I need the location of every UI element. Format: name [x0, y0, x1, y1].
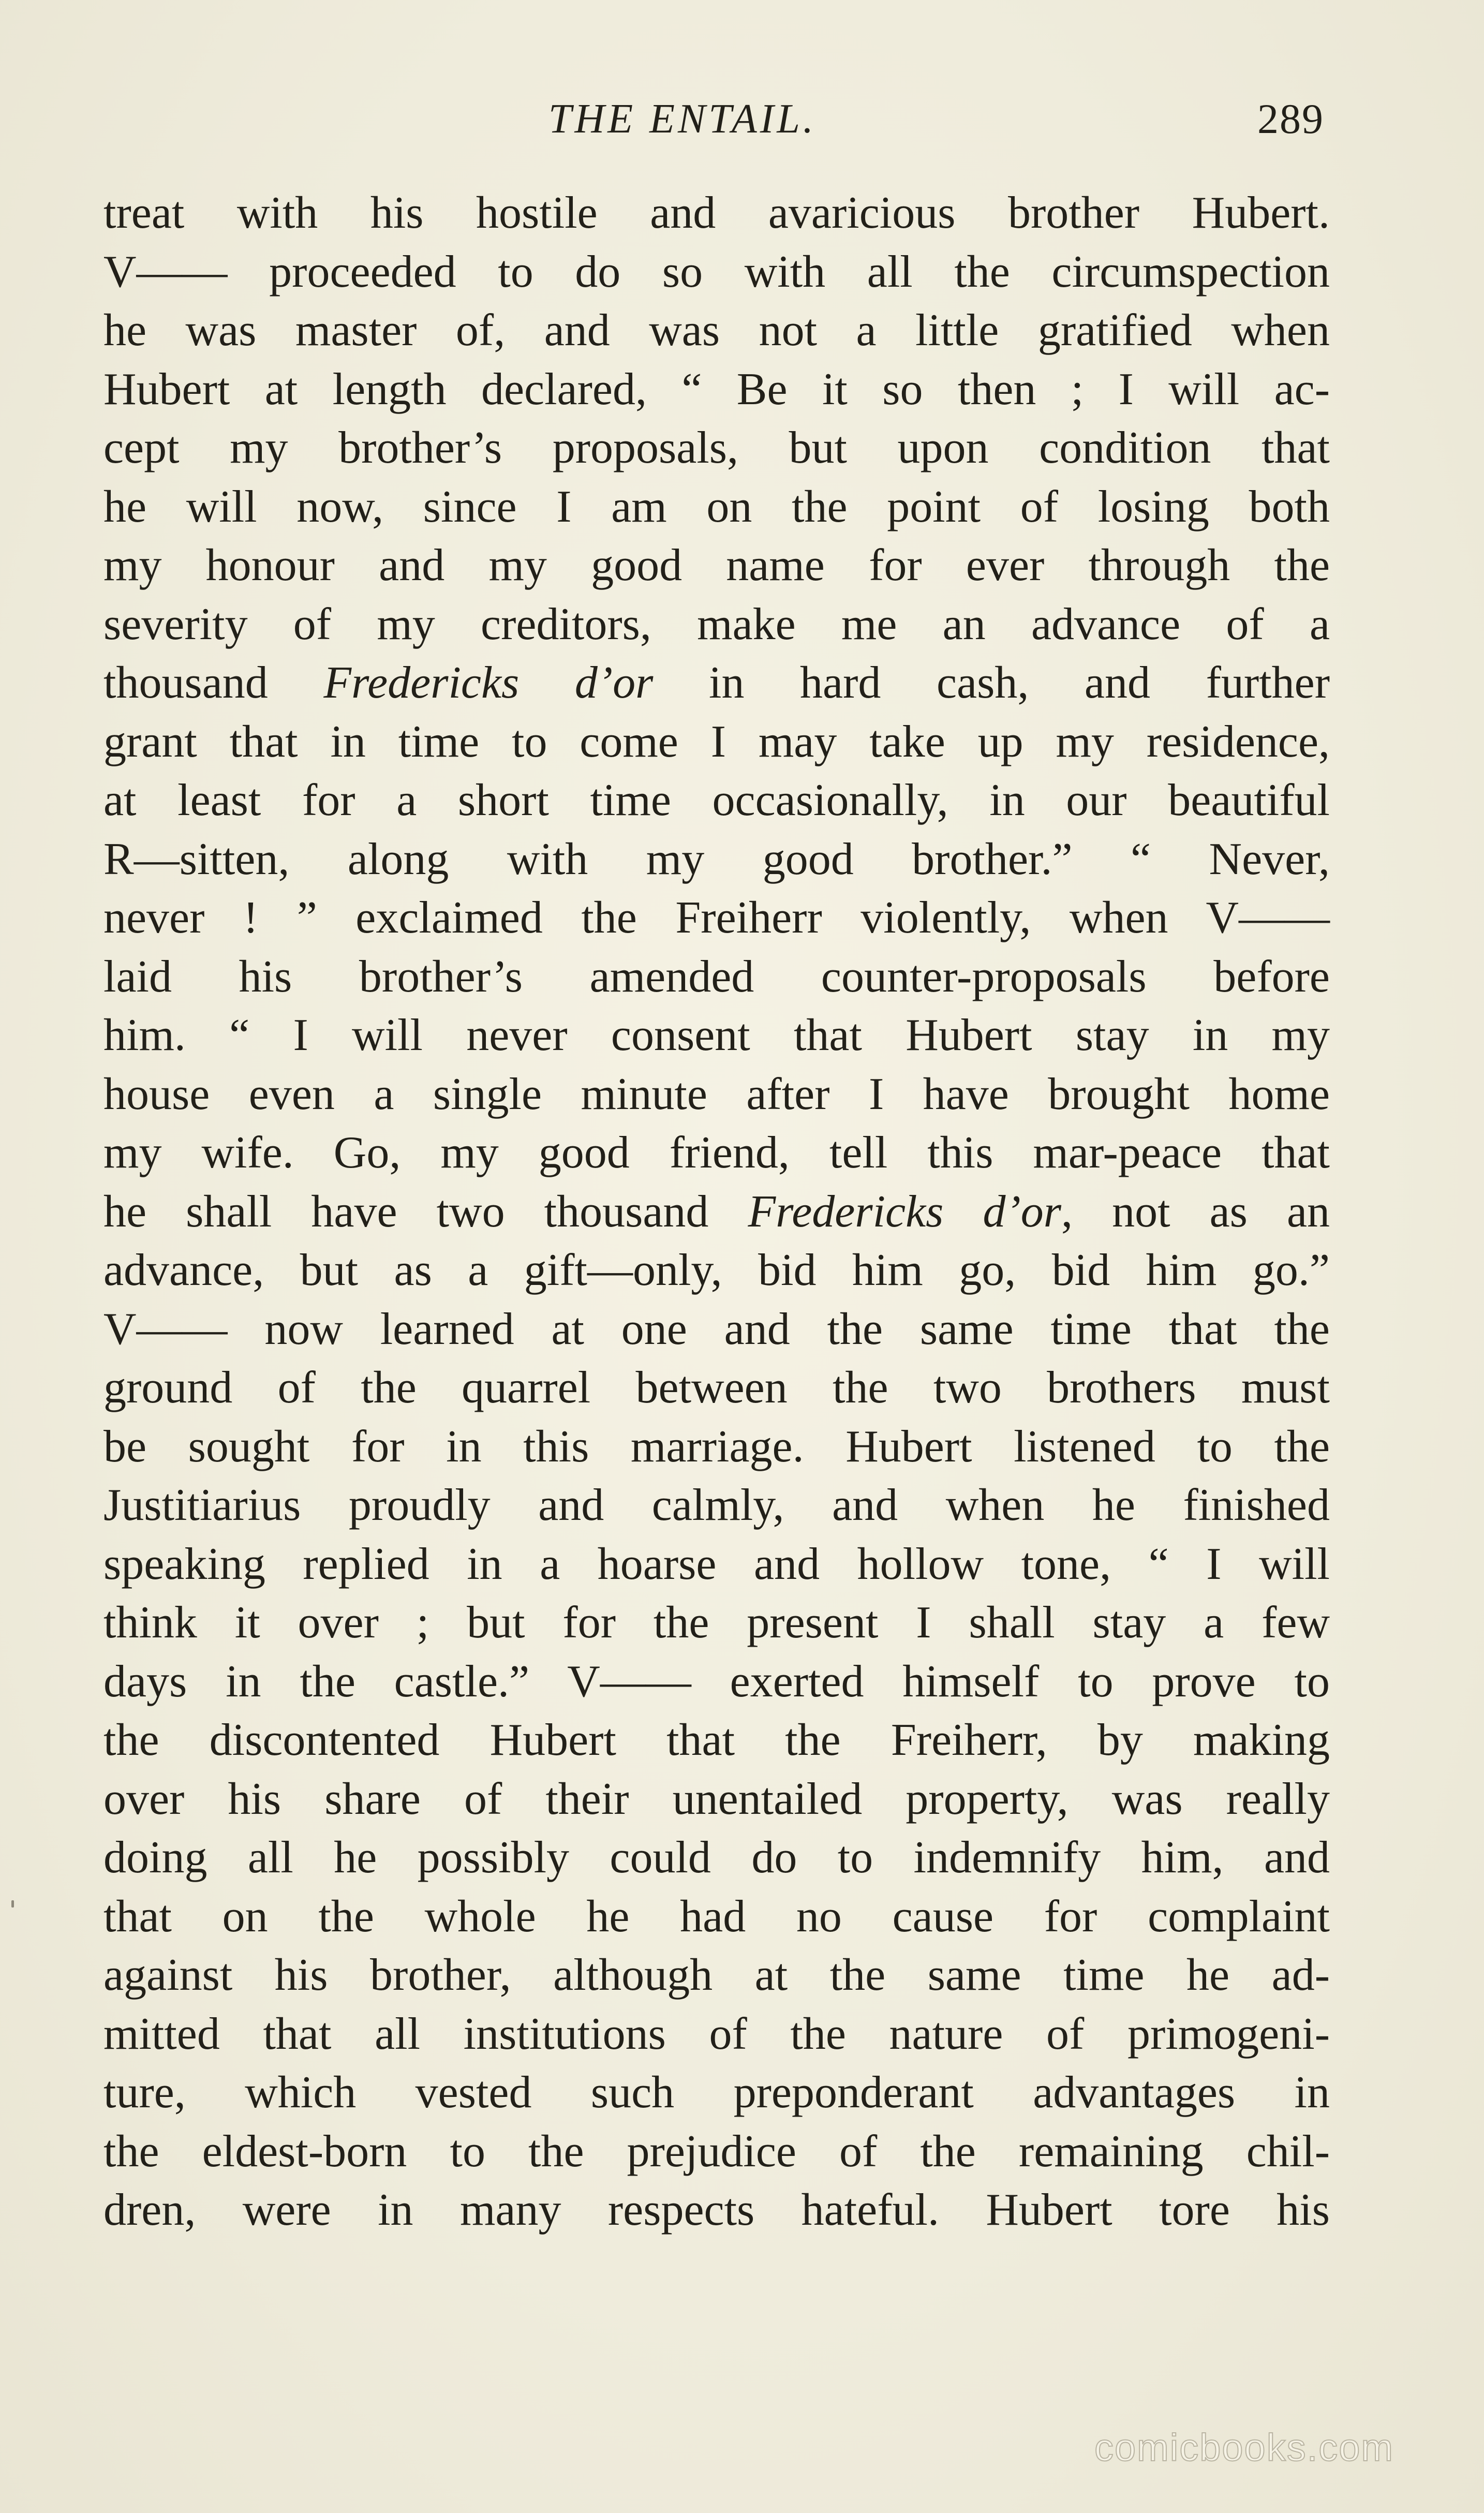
text-line: severity of my creditors, make me an advance of a	[103, 599, 1330, 649]
text-line: him. “ I will never consent that Hubert stay in my	[103, 1010, 1330, 1060]
watermark: comicbooks.com	[1094, 2426, 1394, 2469]
text-line: dren, were in many respects hateful. Hubert tore his	[103, 2185, 1330, 2235]
text-line: Hubert at length declared, “ Be it so then ; I will ac-	[103, 364, 1330, 415]
text-line: laid his brother’s amended counter-proposals before	[103, 951, 1330, 1002]
text-line: ground of the quarrel between the two brothers must	[103, 1363, 1330, 1413]
text-line: treat with his hostile and avaricious brother Hubert.	[103, 188, 1330, 238]
text-line: thousand Fredericks d’or in hard cash, and further	[103, 658, 1330, 708]
page-number: 289	[1257, 95, 1324, 142]
text-line: cept my brother’s proposals, but upon condition that	[103, 423, 1330, 473]
italic-phrase: Fredericks d’or	[323, 658, 654, 708]
text-line: he shall have two thousand Fredericks d’or, not as an	[103, 1186, 1330, 1237]
running-title: THE ENTAIL.	[548, 96, 817, 142]
text-line: mitted that all institutions of the nature of primogeni-	[103, 2008, 1330, 2059]
text-line: be sought for in this marriage. Hubert listened to the	[103, 1421, 1330, 1472]
text-line: the discontented Hubert that the Freiherr, by making	[103, 1715, 1330, 1765]
text-line: doing all he possibly could do to indemnify him, and	[103, 1832, 1330, 1883]
running-header	[0, 88, 1484, 150]
text-line: grant that in time to come I may take up my residence,	[103, 716, 1330, 767]
body-text	[103, 184, 1330, 2240]
text-line: against his brother, although at the same time he ad-	[103, 1950, 1330, 2000]
text-line: R—sitten, along with my good brother.” “ Never,	[103, 834, 1330, 884]
text-line: house even a single minute after I have brought home	[103, 1069, 1330, 1119]
text-line: my wife. Go, my good friend, tell this mar-peace that	[103, 1128, 1330, 1178]
text-line: speaking replied in a hoarse and hollow tone, “ I will	[103, 1539, 1330, 1589]
text-line: V—— now learned at one and the same time that the	[103, 1304, 1330, 1354]
text-line: he was master of, and was not a little gratified when	[103, 305, 1330, 356]
text-line: days in the castle.” V—— exerted himself to prove to	[103, 1656, 1330, 1707]
text-line: never ! ” exclaimed the Freiherr violently, when V——	[103, 893, 1330, 943]
text-line: Justitiarius proudly and calmly, and when he finished	[103, 1480, 1330, 1530]
text-line: ture, which vested such preponderant advantages in	[103, 2067, 1330, 2118]
text-line: my honour and my good name for ever through the	[103, 540, 1330, 590]
italic-phrase: Fredericks d’or	[748, 1186, 1061, 1237]
text-line: the eldest-born to the prejudice of the remaining chil-	[103, 2126, 1330, 2177]
text-line: V—— proceeded to do so with all the circumspection	[103, 246, 1330, 297]
text-line: over his share of their unentailed property, was really	[103, 1773, 1330, 1824]
text-line: think it over ; but for the present I shall stay a few	[103, 1598, 1330, 1648]
paper-speck	[11, 1900, 14, 1908]
text-line: at least for a short time occasionally, in our beautiful	[103, 775, 1330, 825]
text-line: advance, but as a gift—only, bid him go, bid him go.”	[103, 1245, 1330, 1295]
text-line: he will now, since I am on the point of losing both	[103, 481, 1330, 532]
text-line: that on the whole he had no cause for complaint	[103, 1891, 1330, 1942]
